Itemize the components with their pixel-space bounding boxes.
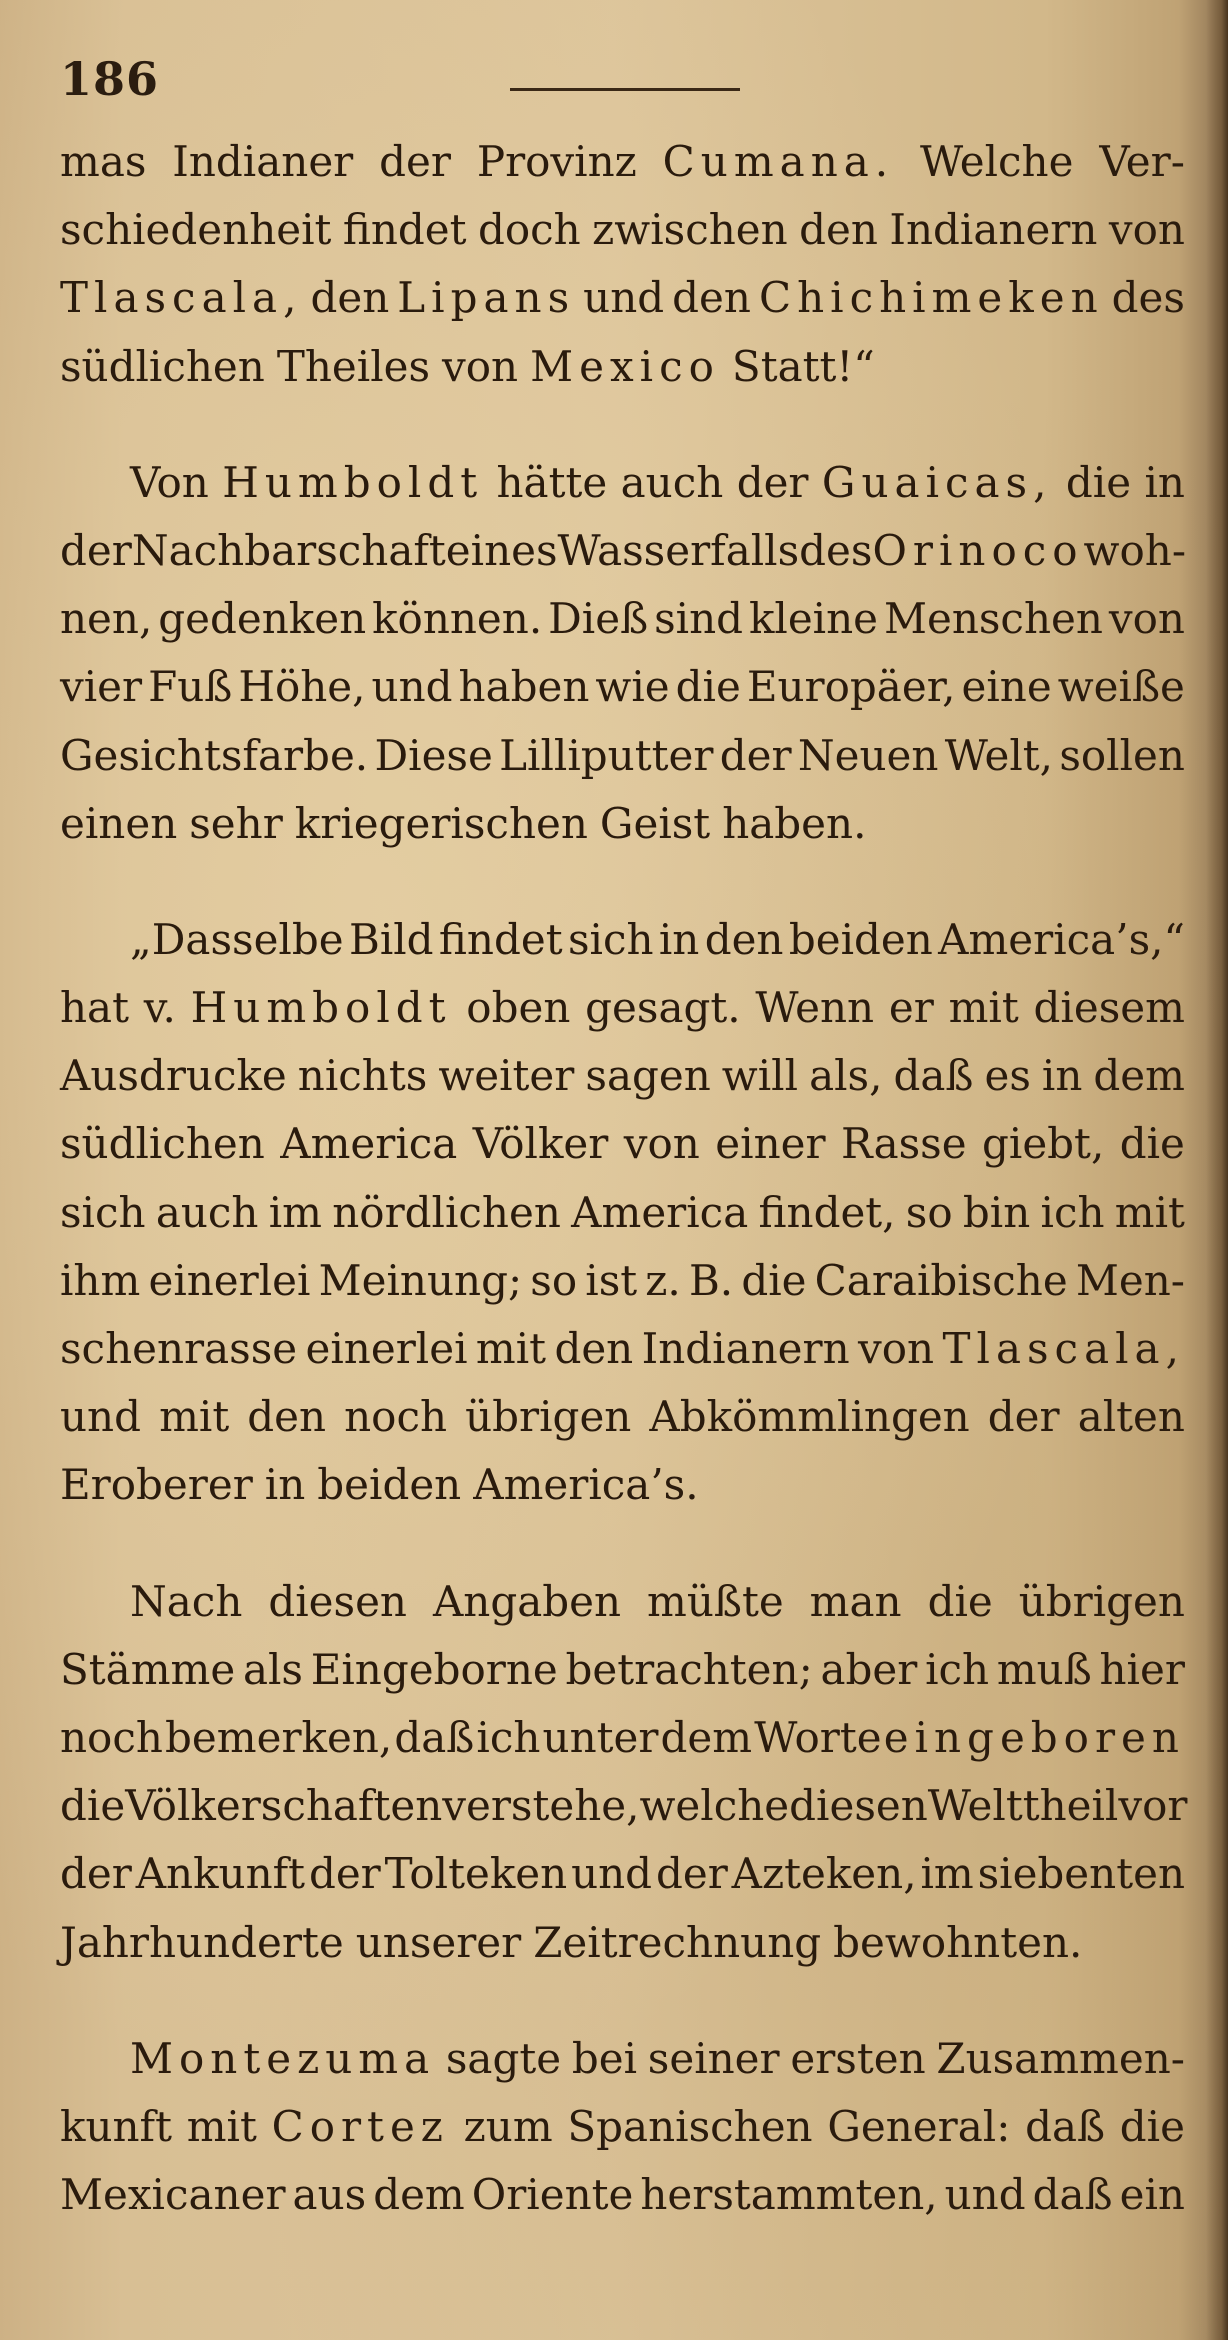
text-line: Ausdrucke nichts weiter sagen will als, daß es in dem bbox=[60, 1051, 1185, 1101]
text-line: Tlascala, den Lipans und den Chichimeken des bbox=[60, 273, 1185, 323]
text-line: Montezuma sagte bei seiner ersten Zusammen- bbox=[130, 2033, 1185, 2083]
text-line: der Ankunft der Tolteken und der Azteken, im siebenten bbox=[60, 1849, 1185, 1899]
paragraph-gap bbox=[60, 1977, 1185, 2025]
text-line: ihm einerlei Meinung; so ist z. B. die Caraibische Men- bbox=[60, 1255, 1185, 1305]
paragraph-gap bbox=[60, 1520, 1185, 1568]
paragraph bbox=[60, 128, 1185, 401]
paragraph bbox=[60, 1568, 1188, 1977]
page-edge-shadow bbox=[1206, 0, 1228, 2340]
body-text bbox=[60, 128, 1188, 2229]
page-number: 186 bbox=[60, 52, 160, 106]
text-line: Von Humboldt hätte auch der Guaicas, die in bbox=[130, 457, 1185, 507]
paragraph-gap bbox=[60, 401, 1185, 449]
text-line: mas Indianer der Provinz Cumana. Welche Ver- bbox=[60, 137, 1185, 186]
text-line: noch bemerken, daß ich unter dem Worte eingeboren bbox=[60, 1712, 1185, 1762]
text-line: südlichen America Völker von einer Rasse giebt, die bbox=[60, 1119, 1185, 1169]
text-line: Stämme als Eingeborne betrachten; aber ich muß hier bbox=[60, 1644, 1185, 1694]
text-line: der Nachbarschaft eines Wasserfalls des Orinoco woh- bbox=[60, 525, 1187, 575]
text-line: Nach diesen Angaben müßte man die übrigen bbox=[130, 1576, 1185, 1626]
text-line: kunft mit Cortez zum Spanischen General: daß die bbox=[60, 2101, 1185, 2151]
text-line: einen sehr kriegerischen Geist haben. bbox=[60, 798, 867, 848]
paragraph bbox=[60, 449, 1185, 858]
text-line: schenrasse einerlei mit den Indianern von Tlascala, bbox=[60, 1324, 1185, 1373]
text-line: „Dasselbe Bild findet sich in den beiden America’s,“ bbox=[130, 914, 1185, 964]
text-line: Eroberer in beiden America’s. bbox=[60, 1460, 699, 1510]
header-rule bbox=[510, 88, 740, 91]
text-line: Gesichtsfarbe. Diese Lilliputter der Neuen Welt, sollen bbox=[60, 730, 1185, 780]
text-line: Jahrhunderte unserer Zeitrechnung bewohnten. bbox=[60, 1917, 1083, 1967]
paragraph bbox=[60, 2025, 1185, 2230]
text-line: schiedenheit findet doch zwischen den Indianern von bbox=[60, 205, 1185, 255]
text-line: und mit den noch übrigen Abkömmlingen der alten bbox=[60, 1392, 1185, 1442]
text-line: hat v. Humboldt oben gesagt. Wenn er mit diesem bbox=[60, 983, 1185, 1033]
paragraph-gap bbox=[60, 858, 1185, 906]
paragraph bbox=[60, 906, 1185, 1520]
text-line: Mexicaner aus dem Oriente herstammten, und daß ein bbox=[60, 2170, 1185, 2220]
text-line: südlichen Theiles von Mexico Statt!“ bbox=[60, 341, 875, 391]
text-line: sich auch im nördlichen America findet, so bin ich mit bbox=[60, 1187, 1185, 1237]
text-line: die Völkerschaften verstehe, welche diesen Welttheil vor bbox=[60, 1781, 1188, 1831]
text-line: nen, gedenken können. Dieß sind kleine Menschen von bbox=[60, 594, 1185, 644]
text-line: vier Fuß Höhe, und haben wie die Europäer, eine weiße bbox=[60, 662, 1185, 712]
